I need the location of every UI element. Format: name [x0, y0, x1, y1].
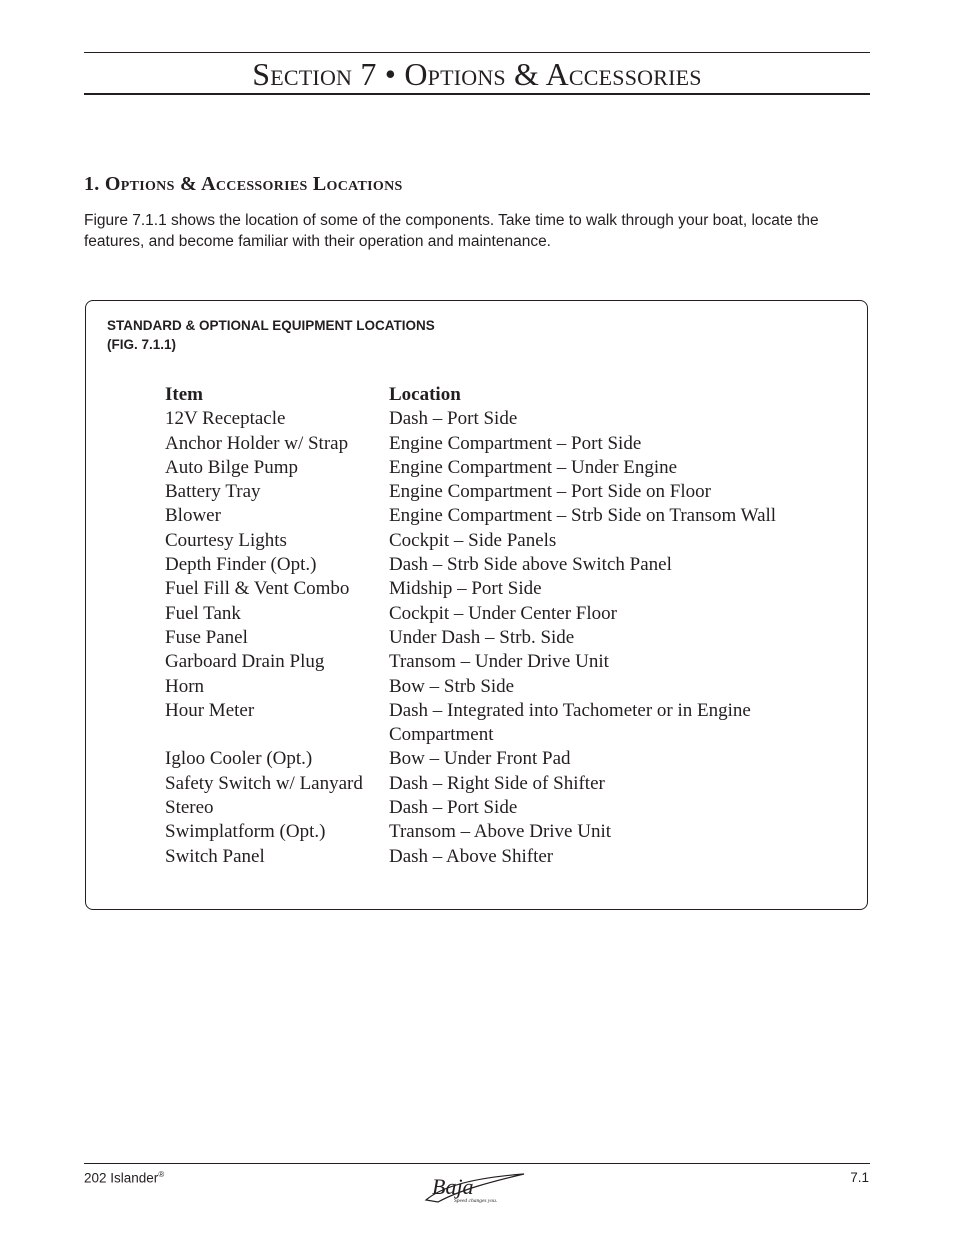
table-row	[163, 650, 809, 674]
equipment-location: Bow – Strb Side	[389, 675, 515, 697]
equipment-location: Cockpit – Under Center Floor	[389, 602, 617, 624]
equipment-item: Switch Panel	[165, 845, 265, 867]
equipment-location: Engine Compartment – Port Side on Floor	[389, 481, 711, 503]
equipment-item: Depth Finder (Opt.)	[165, 554, 317, 576]
table-row	[163, 747, 809, 771]
table-row	[163, 553, 809, 577]
figure-caption	[107, 316, 435, 354]
footer-model	[84, 1170, 164, 1186]
equipment-location: Engine Compartment – Under Engine	[389, 456, 678, 478]
section-heading: 1. Options & Accessories Locations	[84, 173, 403, 195]
equipment-location: Engine Compartment – Port Side	[389, 432, 642, 454]
table-row	[163, 480, 809, 504]
equipment-item: Blower	[165, 505, 221, 527]
equipment-item: Anchor Holder w/ Strap	[165, 432, 349, 454]
equipment-item: Fuse Panel	[165, 626, 248, 648]
table-row	[163, 626, 809, 650]
equipment-location: Transom – Above Drive Unit	[389, 821, 612, 843]
equipment-item: 12V Receptacle	[165, 408, 286, 430]
equipment-location: Dash – Port Side	[389, 797, 518, 819]
equipment-item: Auto Bilge Pump	[165, 456, 299, 478]
table-header-row	[163, 383, 809, 407]
table-row	[163, 772, 809, 796]
intro-paragraph: Figure 7.1.1 shows the location of some of the components. Take time to walk through your boat, locate the features, and become familiar with their operation and maintenance.	[84, 212, 819, 250]
equipment-item: Courtesy Lights	[165, 529, 287, 551]
table-row	[163, 796, 809, 820]
equipment-location: Cockpit – Side Panels	[389, 529, 557, 551]
table-row	[163, 820, 809, 844]
equipment-location: Dash – Port Side	[389, 408, 518, 430]
table-row	[163, 529, 809, 553]
equipment-item: Horn	[165, 675, 205, 697]
logo-tagline: Speed changes you.	[454, 1198, 498, 1204]
equipment-location: Under Dash – Strb. Side	[389, 626, 575, 648]
equipment-item: Garboard Drain Plug	[165, 651, 325, 673]
equipment-location: Engine Compartment – Strb Side on Transom Wall	[389, 505, 777, 527]
figure-caption-title: STANDARD & OPTIONAL EQUIPMENT LOCATIONS	[107, 318, 435, 333]
equipment-location: Dash – Strb Side above Switch Panel	[389, 554, 672, 576]
table-row	[163, 456, 809, 480]
logo-wordmark: Baja	[432, 1174, 474, 1199]
equipment-item: Safety Switch w/ Lanyard	[165, 772, 363, 794]
table-row	[163, 504, 809, 528]
equipment-item: Igloo Cooler (Opt.)	[165, 748, 313, 770]
column-header-location: Location	[389, 384, 461, 405]
equipment-location: Bow – Under Front Pad	[389, 748, 571, 770]
page-title: Section 7 • Options & Accessories	[252, 56, 702, 92]
page-number: 7.1	[850, 1170, 869, 1185]
equipment-item: Battery Tray	[165, 481, 261, 503]
equipment-location: Dash – Right Side of Shifter	[389, 772, 605, 794]
baja-logo	[420, 1168, 532, 1208]
equipment-item: Stereo	[165, 797, 214, 819]
table-row	[163, 699, 809, 748]
footer-model-name: 202 Islander	[84, 1170, 159, 1186]
table-row	[163, 407, 809, 431]
header-rule-thick	[84, 93, 870, 95]
column-header-item: Item	[165, 384, 203, 405]
table-row	[163, 845, 809, 869]
equipment-location: Transom – Under Drive Unit	[389, 651, 609, 673]
figure-caption-number: (FIG. 7.1.1)	[107, 337, 177, 352]
equipment-location: Dash – Above Shifter	[389, 845, 554, 867]
equipment-item: Fuel Fill & Vent Combo	[165, 578, 350, 600]
equipment-item: Hour Meter	[165, 699, 255, 721]
equipment-item: Fuel Tank	[165, 602, 241, 624]
table-row	[163, 602, 809, 626]
registered-mark: ®	[158, 1170, 165, 1179]
equipment-table-body	[163, 407, 809, 869]
table-row	[163, 432, 809, 456]
table-row	[163, 675, 809, 699]
equipment-location: Midship – Port Side	[389, 578, 542, 600]
table-row	[163, 577, 809, 601]
equipment-item: Swimplatform (Opt.)	[165, 821, 326, 843]
footer-rule	[84, 1163, 870, 1164]
equipment-table	[163, 383, 809, 869]
equipment-location: Dash – Integrated into Tachometer or in Engine Compartment	[389, 699, 751, 746]
